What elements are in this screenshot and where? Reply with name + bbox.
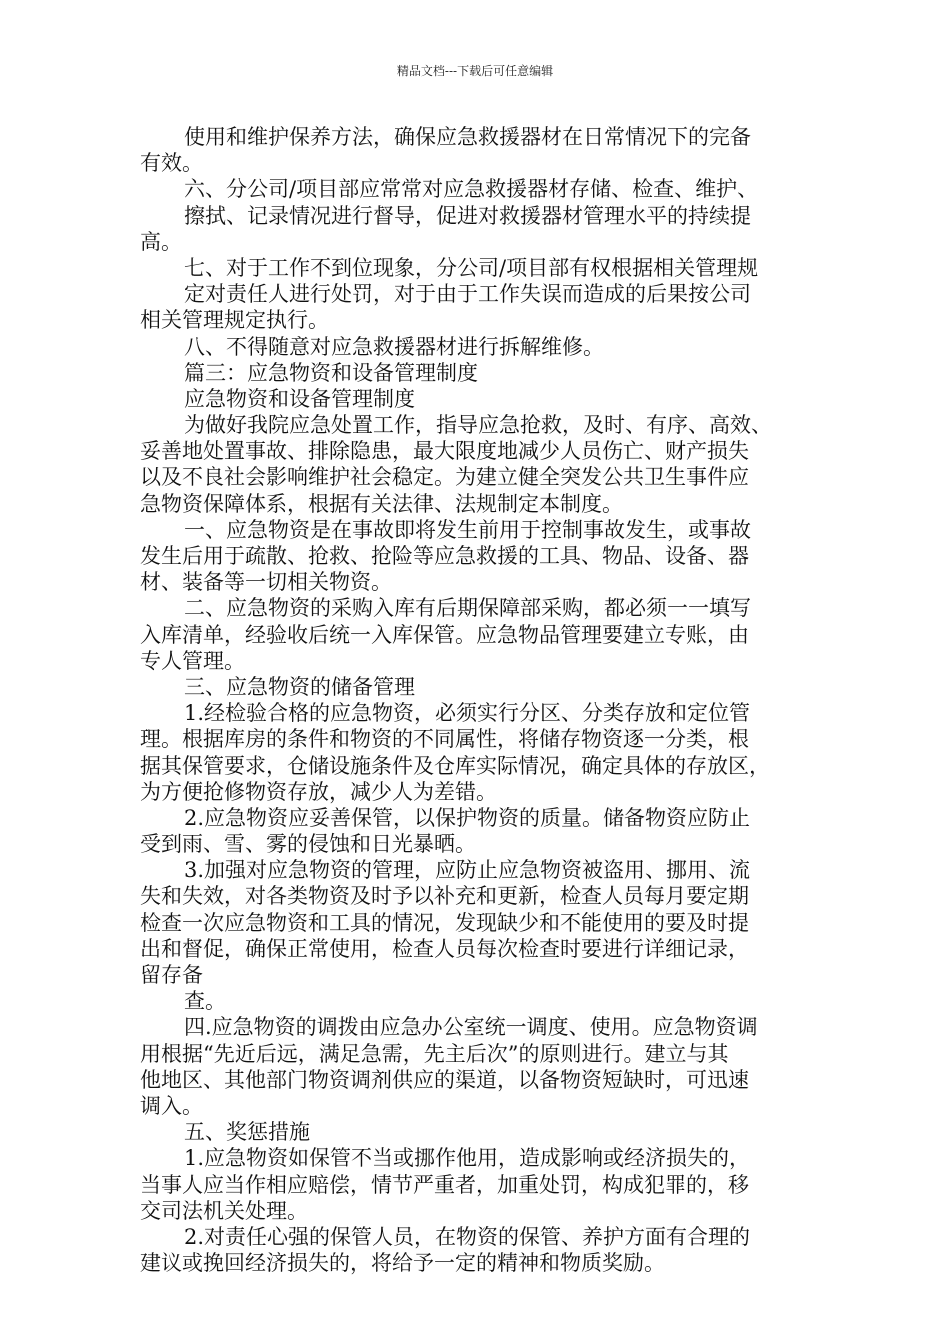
text-line: 为方便抢修物资存放，减少人为差错。 [140, 779, 497, 804]
text-line: 3.加强对应急物资的管理，应防止应急物资被盗用、挪用、流 [184, 858, 751, 883]
text-line: 1.应急物资如保管不当或挪作他用，造成影响或经济损失的， [184, 1146, 751, 1171]
text-line: 相关管理规定执行。 [140, 308, 329, 333]
text-line: 留存备 [140, 963, 203, 987]
text-line: 擦拭、记录情况进行督导，促进对救援器材管理水平的持续提 [184, 203, 751, 228]
text-line: 一、应急物资是在事故即将发生前用于控制事故发生，或事故 [184, 517, 751, 542]
text-line: 检查一次应急物资和工具的情况，发现缺少和不能使用的要及时提 [140, 910, 749, 935]
text-line: 七、对于工作不到位现象，分公司/项目部有权根据相关管理规 [184, 255, 759, 280]
text-line: 八、不得随意对应急救援器材进行拆解维修。 [184, 334, 604, 359]
text-line: 1.经检验合格的应急物资，必须实行分区、分类存放和定位管 [184, 701, 751, 726]
text-line: 失和失效，对各类物资及时予以补充和更新，检查人员每月要定期 [140, 884, 749, 909]
text-line: 高。 [140, 229, 182, 254]
text-line: 使用和维护保养方法，确保应急救援器材在日常情况下的完备 [184, 125, 751, 149]
text-line: 材、装备等一切相关物资。 [140, 570, 392, 595]
text-line: 理。根据库房的条件和物资的不同属性，将储存物资逐一分类，根 [140, 727, 749, 752]
text-line: 五、奖惩措施 [184, 1120, 310, 1145]
text-line: 据其保管要求，仓储设施条件及仓库实际情况，确定具体的存放区， [140, 753, 770, 778]
text-line: 为做好我院应急处置工作，指导应急抢救，及时、有序、高效、 [184, 413, 772, 438]
text-line: 查。 [184, 989, 226, 1014]
text-line: 调入。 [140, 1093, 203, 1118]
text-line: 出和督促，确保正常使用，检查人员每次检查时要进行详细记录， [140, 936, 749, 961]
text-line: 急物资保障体系，根据有关法律、法规制定本制度。 [140, 491, 623, 516]
text-line: 二、应急物资的采购入库有后期保障部采购，都必须一一填写 [184, 596, 751, 621]
text-line: 他地区、其他部门物资调剂供应的渠道，以备物资短缺时，可迅速 [140, 1067, 749, 1092]
text-line: 入库清单，经验收后统一入库保管。应急物品管理要建立专账，由 [140, 622, 749, 647]
text-line: 当事人应当作相应赔偿，情节严重者，加重处罚，构成犯罪的，移 [140, 1172, 749, 1197]
text-line: 有效。 [140, 151, 203, 176]
text-line: 定对责任人进行处罚，对于由于工作失误而造成的后果按公司 [184, 282, 751, 307]
text-line: 交司法机关处理。 [140, 1198, 308, 1223]
page-header: 精品文档---下载后可任意编辑 [396, 64, 554, 78]
text-line: 应急物资和设备管理制度 [184, 386, 415, 411]
text-line: 四.应急物资的调拨由应急办公室统一调度、使用。应急物资调 [184, 1015, 758, 1040]
text-line: 发生后用于疏散、抢救、抢险等应急救援的工具、物品、设备、器 [140, 544, 749, 568]
text-line: 2.应急物资应妥善保管，以保护物资的质量。储备物资应防止 [184, 805, 751, 830]
text-line: 三、应急物资的储备管理 [184, 674, 415, 699]
text-line: 篇三：应急物资和设备管理制度 [184, 360, 478, 385]
text-line: 以及不良社会影响维护社会稳定。为建立健全突发公共卫生事件应 [140, 465, 749, 490]
text-line: 受到雨、雪、雾的侵蚀和日光暴晒。 [140, 832, 476, 857]
text-line: 妥善地处置事故、排除隐患，最大限度地减少人员伤亡、财产损失 [140, 439, 749, 464]
document-body [140, 124, 820, 1276]
text-line: 2.对责任心强的保管人员，在物资的保管、养护方面有合理的 [184, 1224, 751, 1249]
text-line: 用根据“先近后远，满足急需，先主后次”的原则进行。建立与其 [140, 1041, 729, 1066]
text-line: 建议或挽回经济损失的，将给予一定的精神和物质奖励。 [140, 1251, 665, 1276]
text-line: 六、分公司/项目部应常常对应急救援器材存储、检查、维护、 [184, 177, 759, 202]
text-line: 专人管理。 [140, 648, 245, 673]
